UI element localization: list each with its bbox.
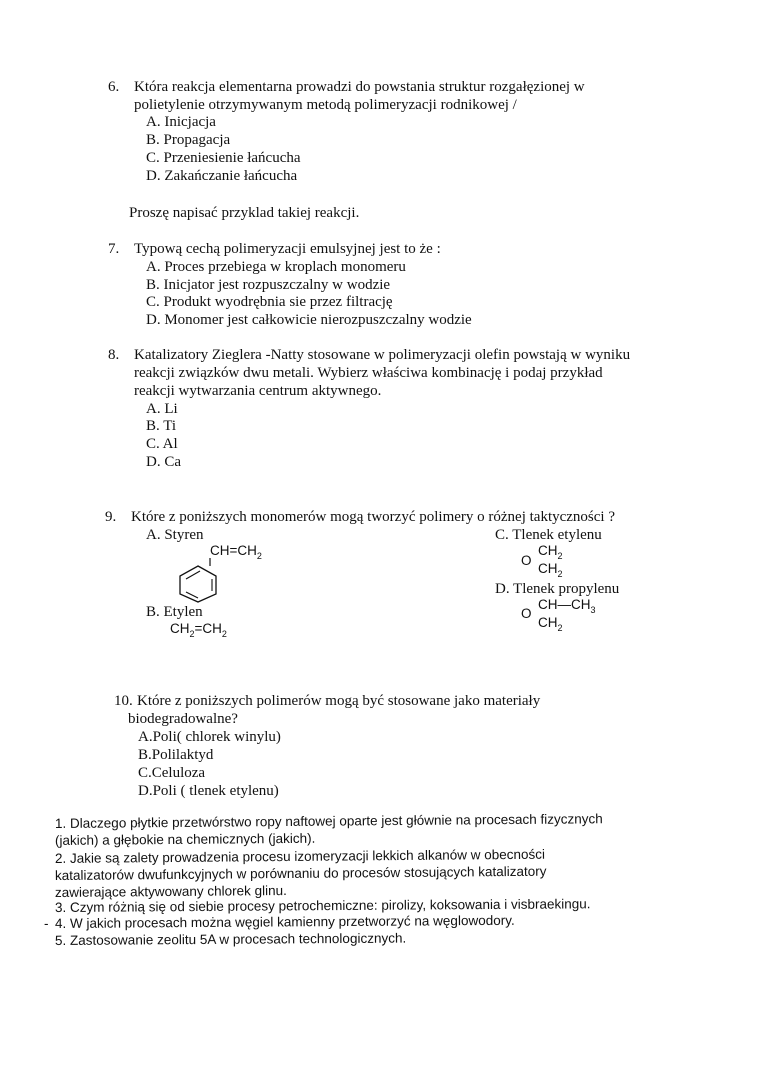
question-8-option-a: A. Li xyxy=(146,401,178,417)
extra-question-line-6: 3. Czym różnią się od siebie procesy petrochemiczne: pirolizy, koksowania i visbraekingu. xyxy=(54,896,591,915)
extra-question-line-2: (jakich) a głębokie na chemicznych (jakich). xyxy=(54,830,316,848)
question-8-option-d: D. Ca xyxy=(146,454,181,470)
ethylene-oxide-top: $CH_2$ xyxy=(538,543,563,561)
styrene-formula: $CH=CH_2$ xyxy=(210,543,262,561)
margin-mark: - xyxy=(44,916,49,931)
question-7-option-b: B. Inicjator jest rozpuszczalny w wodzie xyxy=(146,277,391,293)
propylene-oxide-bottom: $CH_2$ xyxy=(538,615,563,633)
question-10-option-d: D.Poli ( tlenek etylenu) xyxy=(138,783,279,799)
extra-question-line-8: 5. Zastosowanie zeolitu 5A w procesach technologicznych. xyxy=(54,930,407,948)
question-10-option-c: C.Celuloza xyxy=(138,765,206,781)
benzene-ring-icon xyxy=(172,556,232,606)
extra-question-line-1: 1. Dlaczego płytkie przetwórstwo ropy naftowej oparte jest głównie na procesach fizycznych xyxy=(54,811,603,831)
propylene-oxide-top: $CH—CH_3$ xyxy=(538,597,596,615)
question-9-text: Które z poniższych monomerów mogą tworzyć polimery o różnej taktyczności ? xyxy=(131,509,616,525)
question-7-option-d: D. Monomer jest całkowicie nierozpuszczalny wodzie xyxy=(146,312,472,328)
question-6-option-a: A. Inicjacja xyxy=(146,114,216,130)
question-6-text-line1: Która reakcja elementarna prowadzi do powstania struktur rozgałęzionej w xyxy=(134,79,585,95)
question-6-option-b: B. Propagacja xyxy=(146,132,231,148)
question-9-option-b: B. Etylen xyxy=(146,604,203,620)
question-6-number: 6. xyxy=(108,79,120,95)
question-10-number: 10. xyxy=(114,693,133,709)
question-9-option-d: D. Tlenek propylenu xyxy=(495,581,620,597)
question-8-option-b: B. Ti xyxy=(146,418,177,434)
extra-question-line-3: 2. Jakie są zalety prowadzenia procesu izomeryzacji lekkich alkanów w obecności xyxy=(54,846,546,866)
question-10-option-b: B.Polilaktyd xyxy=(138,747,214,763)
question-10-text-line2: biodegradowalne? xyxy=(128,711,238,727)
question-8-text-line3: reakcji wytwarzania centrum aktywnego. xyxy=(134,383,382,399)
question-6-text-line2: polietylenie otrzymywanym metodą polimeryzacji rodnikowej / xyxy=(134,97,517,113)
extra-question-line-5: zawierające aktywowany chlorek glinu. xyxy=(54,882,287,900)
ethylene-formula: $CH_2=CH_2$ xyxy=(170,621,227,639)
question-6-note: Proszę napisać przyklad takiej reakcji. xyxy=(129,205,360,221)
question-6-option-d: D. Zakańczanie łańcucha xyxy=(146,168,298,184)
question-9-option-c: C. Tlenek etylenu xyxy=(495,527,602,543)
question-6-option-c: C. Przeniesienie łańcucha xyxy=(146,150,301,166)
ethylene-oxide-oxygen: O xyxy=(521,553,532,568)
propylene-oxide-oxygen: O xyxy=(521,606,532,621)
extra-question-line-7: 4. W jakich procesach można węgiel kamienny przetworzyć na węglowodory. xyxy=(54,912,515,931)
question-10-option-a: A.Poli( chlorek winylu) xyxy=(138,729,281,745)
question-9-option-a: A. Styren xyxy=(146,527,204,543)
question-9-number: 9. xyxy=(105,509,117,525)
question-10-text-line1: Które z poniższych polimerów mogą być stosowane jako materiały xyxy=(137,693,541,709)
question-7-option-a: A. Proces przebiega w kroplach monomeru xyxy=(146,259,406,275)
question-8-text-line1: Katalizatory Zieglera -Natty stosowane w polimeryzacji olefin powstają w wyniku xyxy=(134,347,631,363)
question-8-number: 8. xyxy=(108,347,120,363)
question-7-number: 7. xyxy=(108,241,120,257)
extra-question-line-4: katalizatorów dwufunkcyjnych w porównaniu do procesów stosujących katalizatory xyxy=(54,863,547,883)
question-7-text: Typową cechą polimeryzacji emulsyjnej jest to że : xyxy=(134,241,441,257)
question-7-option-c: C. Produkt wyodrębnia sie przez filtrację xyxy=(146,294,393,310)
question-8-text-line2: reakcji związków dwu metali. Wybierz właściwa kombinację i podaj przykład xyxy=(134,365,603,381)
ethylene-oxide-bottom: $CH_2$ xyxy=(538,561,563,579)
question-8-option-c: C. Al xyxy=(146,436,178,452)
